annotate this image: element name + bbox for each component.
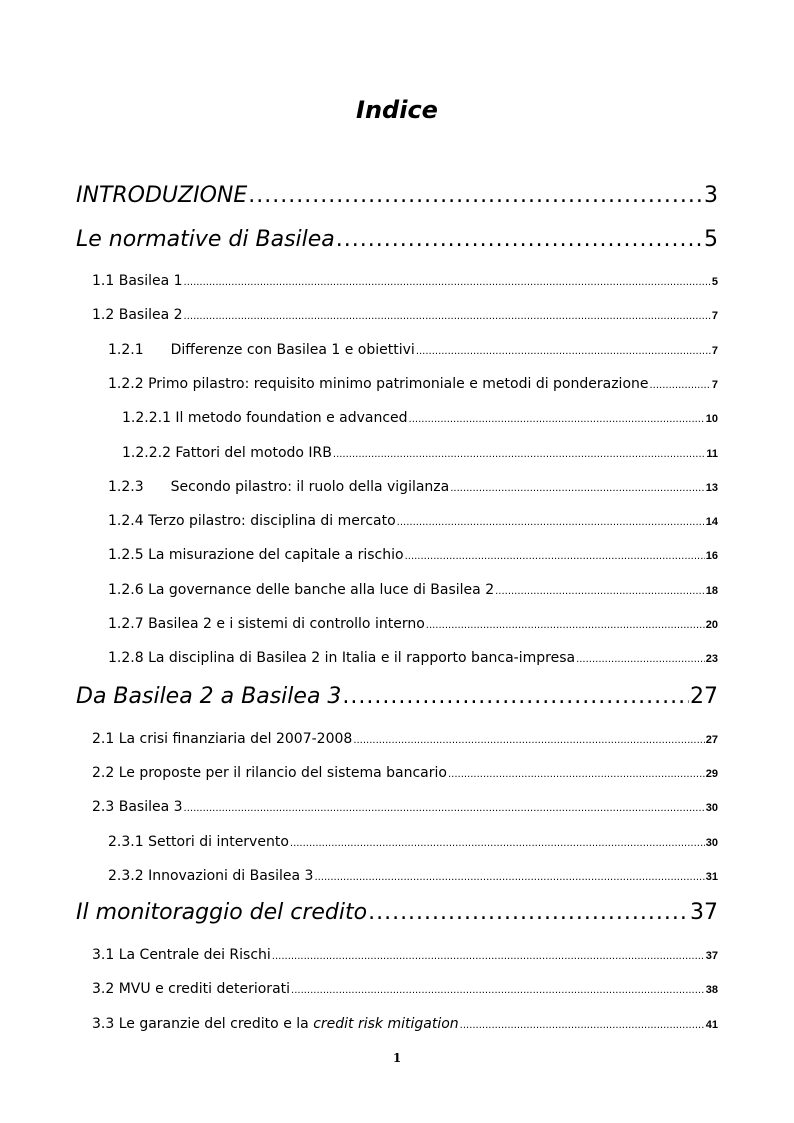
toc-entry-page: 41	[705, 1019, 718, 1031]
toc-entry-page: 7	[711, 310, 718, 322]
toc-entry-label: 3.1 La Centrale dei Rischi	[92, 947, 271, 963]
toc-entry-1-2-3[interactable]	[108, 479, 718, 501]
toc-entry-1-1[interactable]	[92, 273, 718, 295]
dot-leader	[409, 414, 705, 425]
toc-entry-1-2[interactable]	[92, 307, 718, 329]
toc-entry-2-3[interactable]	[92, 799, 718, 821]
toc-entry-2-3-1[interactable]	[108, 834, 718, 856]
toc-entry-label: 3.2 MVU e crediti deteriorati	[92, 981, 291, 997]
toc-entry-label: 2.1 La crisi finanziaria del 2007-2008	[92, 731, 353, 747]
toc-entry-label: 2.3.1 Settori di intervento	[108, 834, 289, 850]
toc-entry-page: 37	[690, 900, 718, 925]
toc-entry-1-2-1[interactable]	[108, 342, 718, 364]
toc-entry-page: 31	[705, 871, 718, 883]
toc-entry-label	[108, 342, 415, 358]
toc-entry-page: 16	[705, 550, 718, 562]
toc-entry-label	[92, 1016, 459, 1032]
dot-leader	[291, 985, 705, 996]
toc-entry-page: 30	[705, 837, 718, 849]
toc-entry-number: 1.2.3	[108, 479, 144, 495]
toc-entry-page: 27	[705, 734, 718, 746]
toc-entry-label: 1.2.6 La governance delle banche alla luce di Basilea 2	[108, 582, 495, 598]
toc-entry-label: 1.2.4 Terzo pilastro: disciplina di mercato	[108, 513, 396, 529]
toc-entry-1-2-4[interactable]	[108, 513, 718, 535]
toc-entry-1-2-6[interactable]	[108, 582, 718, 604]
toc-entry-title: 3.3 Le garanzie del credito e la	[92, 1016, 309, 1032]
toc-entry-page: 30	[705, 802, 718, 814]
dot-leader	[368, 900, 689, 925]
dot-leader	[342, 684, 689, 709]
toc-entry-label: INTRODUZIONE	[76, 183, 248, 208]
toc-entry-1-2-8[interactable]	[108, 650, 718, 672]
toc-entry-label: Da Basilea 2 a Basilea 3	[76, 684, 342, 709]
toc-entry-3-2[interactable]	[92, 981, 718, 1003]
toc-entry-page: 29	[705, 768, 718, 780]
dot-leader	[290, 838, 705, 849]
toc-entry-page: 10	[705, 413, 718, 425]
dot-leader	[397, 517, 705, 528]
toc-entry-page: 7	[711, 379, 718, 391]
dot-leader	[248, 183, 703, 208]
toc-entry-label: 1.2 Basilea 2	[92, 307, 183, 323]
toc-entry-label	[108, 479, 449, 495]
dot-leader	[495, 586, 705, 597]
dot-leader	[314, 872, 704, 883]
toc-entry-2-1[interactable]	[92, 731, 718, 753]
toc-entry-introduzione[interactable]	[76, 183, 718, 213]
dot-leader	[184, 311, 711, 322]
toc-entry-1-2-2-1[interactable]	[122, 410, 718, 432]
toc-entry-page: 14	[705, 516, 718, 528]
dot-leader	[460, 1020, 705, 1031]
toc-entry-2-2[interactable]	[92, 765, 718, 787]
toc-entry-page: 3	[704, 183, 718, 208]
toc-entry-page: 5	[704, 227, 718, 252]
page-number: 1	[392, 1051, 402, 1065]
toc-entry-page: 13	[705, 482, 718, 494]
toc-entry-label: 1.1 Basilea 1	[92, 273, 183, 289]
toc-entry-label: 2.3 Basilea 3	[92, 799, 183, 815]
toc-entry-page: 23	[705, 653, 718, 665]
toc-entry-label: 1.2.2.1 Il metodo foundation e advanced	[122, 410, 408, 426]
toc-entry-label: Il monitoraggio del credito	[76, 900, 368, 925]
toc-entry-page: 7	[711, 345, 718, 357]
toc-entry-label: 2.3.2 Innovazioni di Basilea 3	[108, 868, 314, 884]
toc-entry-page: 27	[690, 684, 718, 709]
toc-entry-1-2-7[interactable]	[108, 616, 718, 638]
toc-entry-chapter-2[interactable]	[76, 684, 718, 714]
toc-entry-page: 11	[706, 448, 718, 460]
toc-entry-label: 1.2.7 Basilea 2 e i sistemi di controllo interno	[108, 616, 425, 632]
toc-entry-label: 1.2.2.2 Fattori del motodo IRB	[122, 445, 332, 461]
toc-entry-3-1[interactable]	[92, 947, 718, 969]
toc-entry-page: 20	[705, 619, 718, 631]
dot-leader	[336, 227, 703, 252]
dot-leader	[426, 620, 705, 631]
toc-entry-1-2-2-2[interactable]	[122, 445, 718, 467]
dot-leader	[448, 769, 705, 780]
toc-entry-page: 18	[705, 585, 718, 597]
dot-leader	[184, 277, 711, 288]
toc-entry-1-2-5[interactable]	[108, 547, 718, 569]
page-title: Indice	[356, 96, 438, 124]
toc-entry-title: Secondo pilastro: il ruolo della vigilanza	[170, 479, 450, 495]
toc-entry-label: 1.2.8 La disciplina di Basilea 2 in Italia e il rapporto banca-impresa	[108, 650, 576, 666]
dot-leader	[450, 483, 705, 494]
dot-leader	[184, 803, 705, 814]
toc-entry-number: 1.2.1	[108, 342, 144, 358]
toc-entry-3-3[interactable]	[92, 1016, 718, 1038]
toc-entry-page: 5	[711, 276, 718, 288]
toc-entry-label: 1.2.2 Primo pilastro: requisito minimo patrimoniale e metodi di ponderazione	[108, 376, 649, 392]
dot-leader	[650, 380, 711, 391]
toc-entry-page: 37	[705, 950, 718, 962]
dot-leader	[576, 654, 705, 665]
toc-entry-title: Differenze con Basilea 1 e obiettivi	[170, 342, 415, 358]
dot-leader	[405, 551, 705, 562]
dot-leader	[416, 346, 711, 357]
dot-leader	[353, 735, 704, 746]
toc-entry-label: 2.2 Le proposte per il rilancio del sistema bancario	[92, 765, 447, 781]
toc-entry-1-2-2[interactable]	[108, 376, 718, 398]
dot-leader	[272, 951, 705, 962]
toc-entry-2-3-2[interactable]	[108, 868, 718, 890]
toc-entry-label: Le normative di Basilea	[76, 227, 335, 252]
dot-leader	[333, 449, 705, 460]
toc-entry-page: 38	[705, 984, 718, 996]
toc-entry-chapter-1[interactable]	[76, 227, 718, 257]
toc-entry-italic-term: credit risk mitigation	[313, 1016, 459, 1032]
toc-entry-label: 1.2.5 La misurazione del capitale a rischio	[108, 547, 404, 563]
toc-entry-chapter-3[interactable]	[76, 900, 718, 930]
